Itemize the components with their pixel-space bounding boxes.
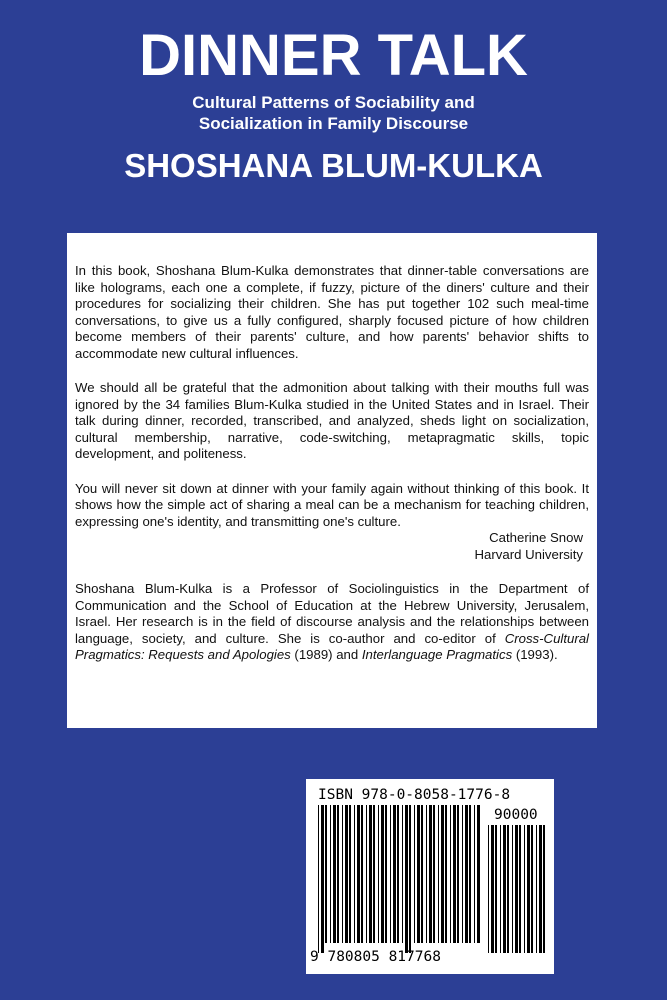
description-panel: [67, 233, 597, 728]
barcode-bar: [450, 805, 451, 943]
bio-book-title-1: Cross-Cultural Pragmatics: Requests and Apologies: [75, 630, 589, 662]
barcode-bar: [527, 825, 530, 953]
barcode-bar: [349, 805, 351, 943]
barcode-bar: [345, 805, 348, 943]
author-bio: [75, 581, 589, 664]
endorsement-signature: [75, 530, 589, 563]
barcode-bar: [402, 805, 403, 943]
bio-year-1: (1989) and: [290, 647, 362, 662]
barcode-bar: [385, 805, 387, 943]
barcode-bar: [469, 805, 471, 943]
bio-text: Shoshana Blum-Kulka is a Professor of Sociolinguistics in the Department of Communication and the School of Education at the Hebrew University, Jerusalem, Israel. Her research is in the field of discourse analysis and the relationships between language, society, and culture. She is co-author and co-editor of: [75, 581, 589, 646]
barcode-bar: [515, 825, 518, 953]
barcode-bar: [477, 805, 480, 943]
barcode-bar: [409, 805, 411, 953]
barcode-bar: [503, 825, 506, 953]
blurb-paragraph-3: You will never sit down at dinner with your family again without thinking of this book. It shows how the simple act of sharing a meal can be a mechanism for teaching children, expressing one's identity, and transmitting one's culture.: [75, 480, 589, 529]
ean-barcode: [318, 805, 480, 953]
price-code: 90000: [494, 807, 538, 823]
ean-digits: 9 780805 817768: [310, 949, 441, 965]
barcode-bar: [330, 805, 331, 943]
book-subtitle-line-2: Socialization in Family Discourse: [198, 114, 469, 133]
endorser-affiliation: Harvard University: [474, 546, 583, 562]
barcode-bar: [417, 805, 420, 943]
barcode-bar: [495, 825, 497, 953]
barcode-bar: [421, 805, 423, 943]
barcode-bar: [500, 825, 501, 953]
barcode-bar: [441, 805, 444, 943]
barcode-bar: [465, 805, 468, 943]
endorser-name: Catherine Snow: [489, 530, 583, 545]
barcode-bar: [366, 805, 367, 943]
barcode-bar: [453, 805, 456, 943]
barcode-bar: [397, 805, 399, 943]
blurb-paragraph-1: In this book, Shoshana Blum-Kulka demonstrates that dinner-table conversations are like holograms, each one a complete, if fuzzy, picture of the diners' culture and their procedures for socializing their children. She has put together 102 such meal-time conversations, to give us a fully configured, sharply focused picture of how children become members of their parents' culture, and how parents' behavior shifts to accommodate new cultural influences.: [75, 263, 589, 361]
barcode-bar: [405, 805, 408, 953]
author-name: SHOSHANA BLUM-KULKA: [124, 147, 543, 184]
barcode-bar: [378, 805, 379, 943]
barcode-bar: [429, 805, 432, 943]
barcode-bar: [357, 805, 360, 943]
barcode-bar: [531, 825, 533, 953]
barcode-bar: [325, 805, 327, 943]
barcode-bar: [507, 825, 509, 953]
barcode-bar: [457, 805, 459, 943]
barcode-bar: [536, 825, 537, 953]
barcode-bar: [445, 805, 447, 943]
barcode-bar: [462, 805, 463, 943]
book-subtitle-line-1: Cultural Patterns of Sociability and: [192, 93, 475, 112]
barcode-bar: [390, 805, 391, 943]
blurb-paragraph-2: We should all be grateful that the admonition about talking with their mouths full was ignored by the 34 families Blum-Kulka studied in the United States and in Israel. Their talk during dinner, recorded, transcribed, and analyzed, sheds light on socialization, cultural membership, narrative, code-switching, metapragmatic skills, topic development, and politeness.: [75, 380, 589, 461]
barcode-bar: [524, 825, 525, 953]
barcode-bar: [512, 825, 513, 953]
barcode-bar: [333, 805, 336, 943]
barcode-bar: [519, 825, 521, 953]
barcode-bar: [543, 825, 545, 953]
barcode-bar: [438, 805, 439, 943]
isbn-text: ISBN 978-0-8058-1776-8: [318, 787, 511, 803]
barcode-bar: [488, 825, 489, 953]
barcode-bar: [414, 805, 415, 943]
barcode-bar: [381, 805, 384, 943]
bio-year-2: (1993).: [512, 647, 558, 662]
barcode-bar: [491, 825, 494, 953]
barcode-bar: [342, 805, 343, 943]
book-title: DINNER TALK: [139, 23, 528, 88]
barcode-bar: [393, 805, 396, 943]
barcode-bar: [474, 805, 475, 943]
barcode-bar: [426, 805, 427, 943]
addon-barcode: [488, 825, 546, 953]
barcode-bar: [354, 805, 355, 943]
barcode-bar: [369, 805, 372, 943]
barcode-bar: [321, 805, 324, 953]
barcode-bar: [361, 805, 363, 943]
bio-book-title-2: Interlanguage Pragmatics: [361, 647, 513, 662]
barcode-panel: [306, 779, 554, 974]
barcode-bar: [318, 805, 319, 953]
barcode-bar: [373, 805, 375, 943]
barcode-bar: [433, 805, 435, 943]
barcode-bar: [539, 825, 542, 953]
barcode-bar: [337, 805, 339, 943]
